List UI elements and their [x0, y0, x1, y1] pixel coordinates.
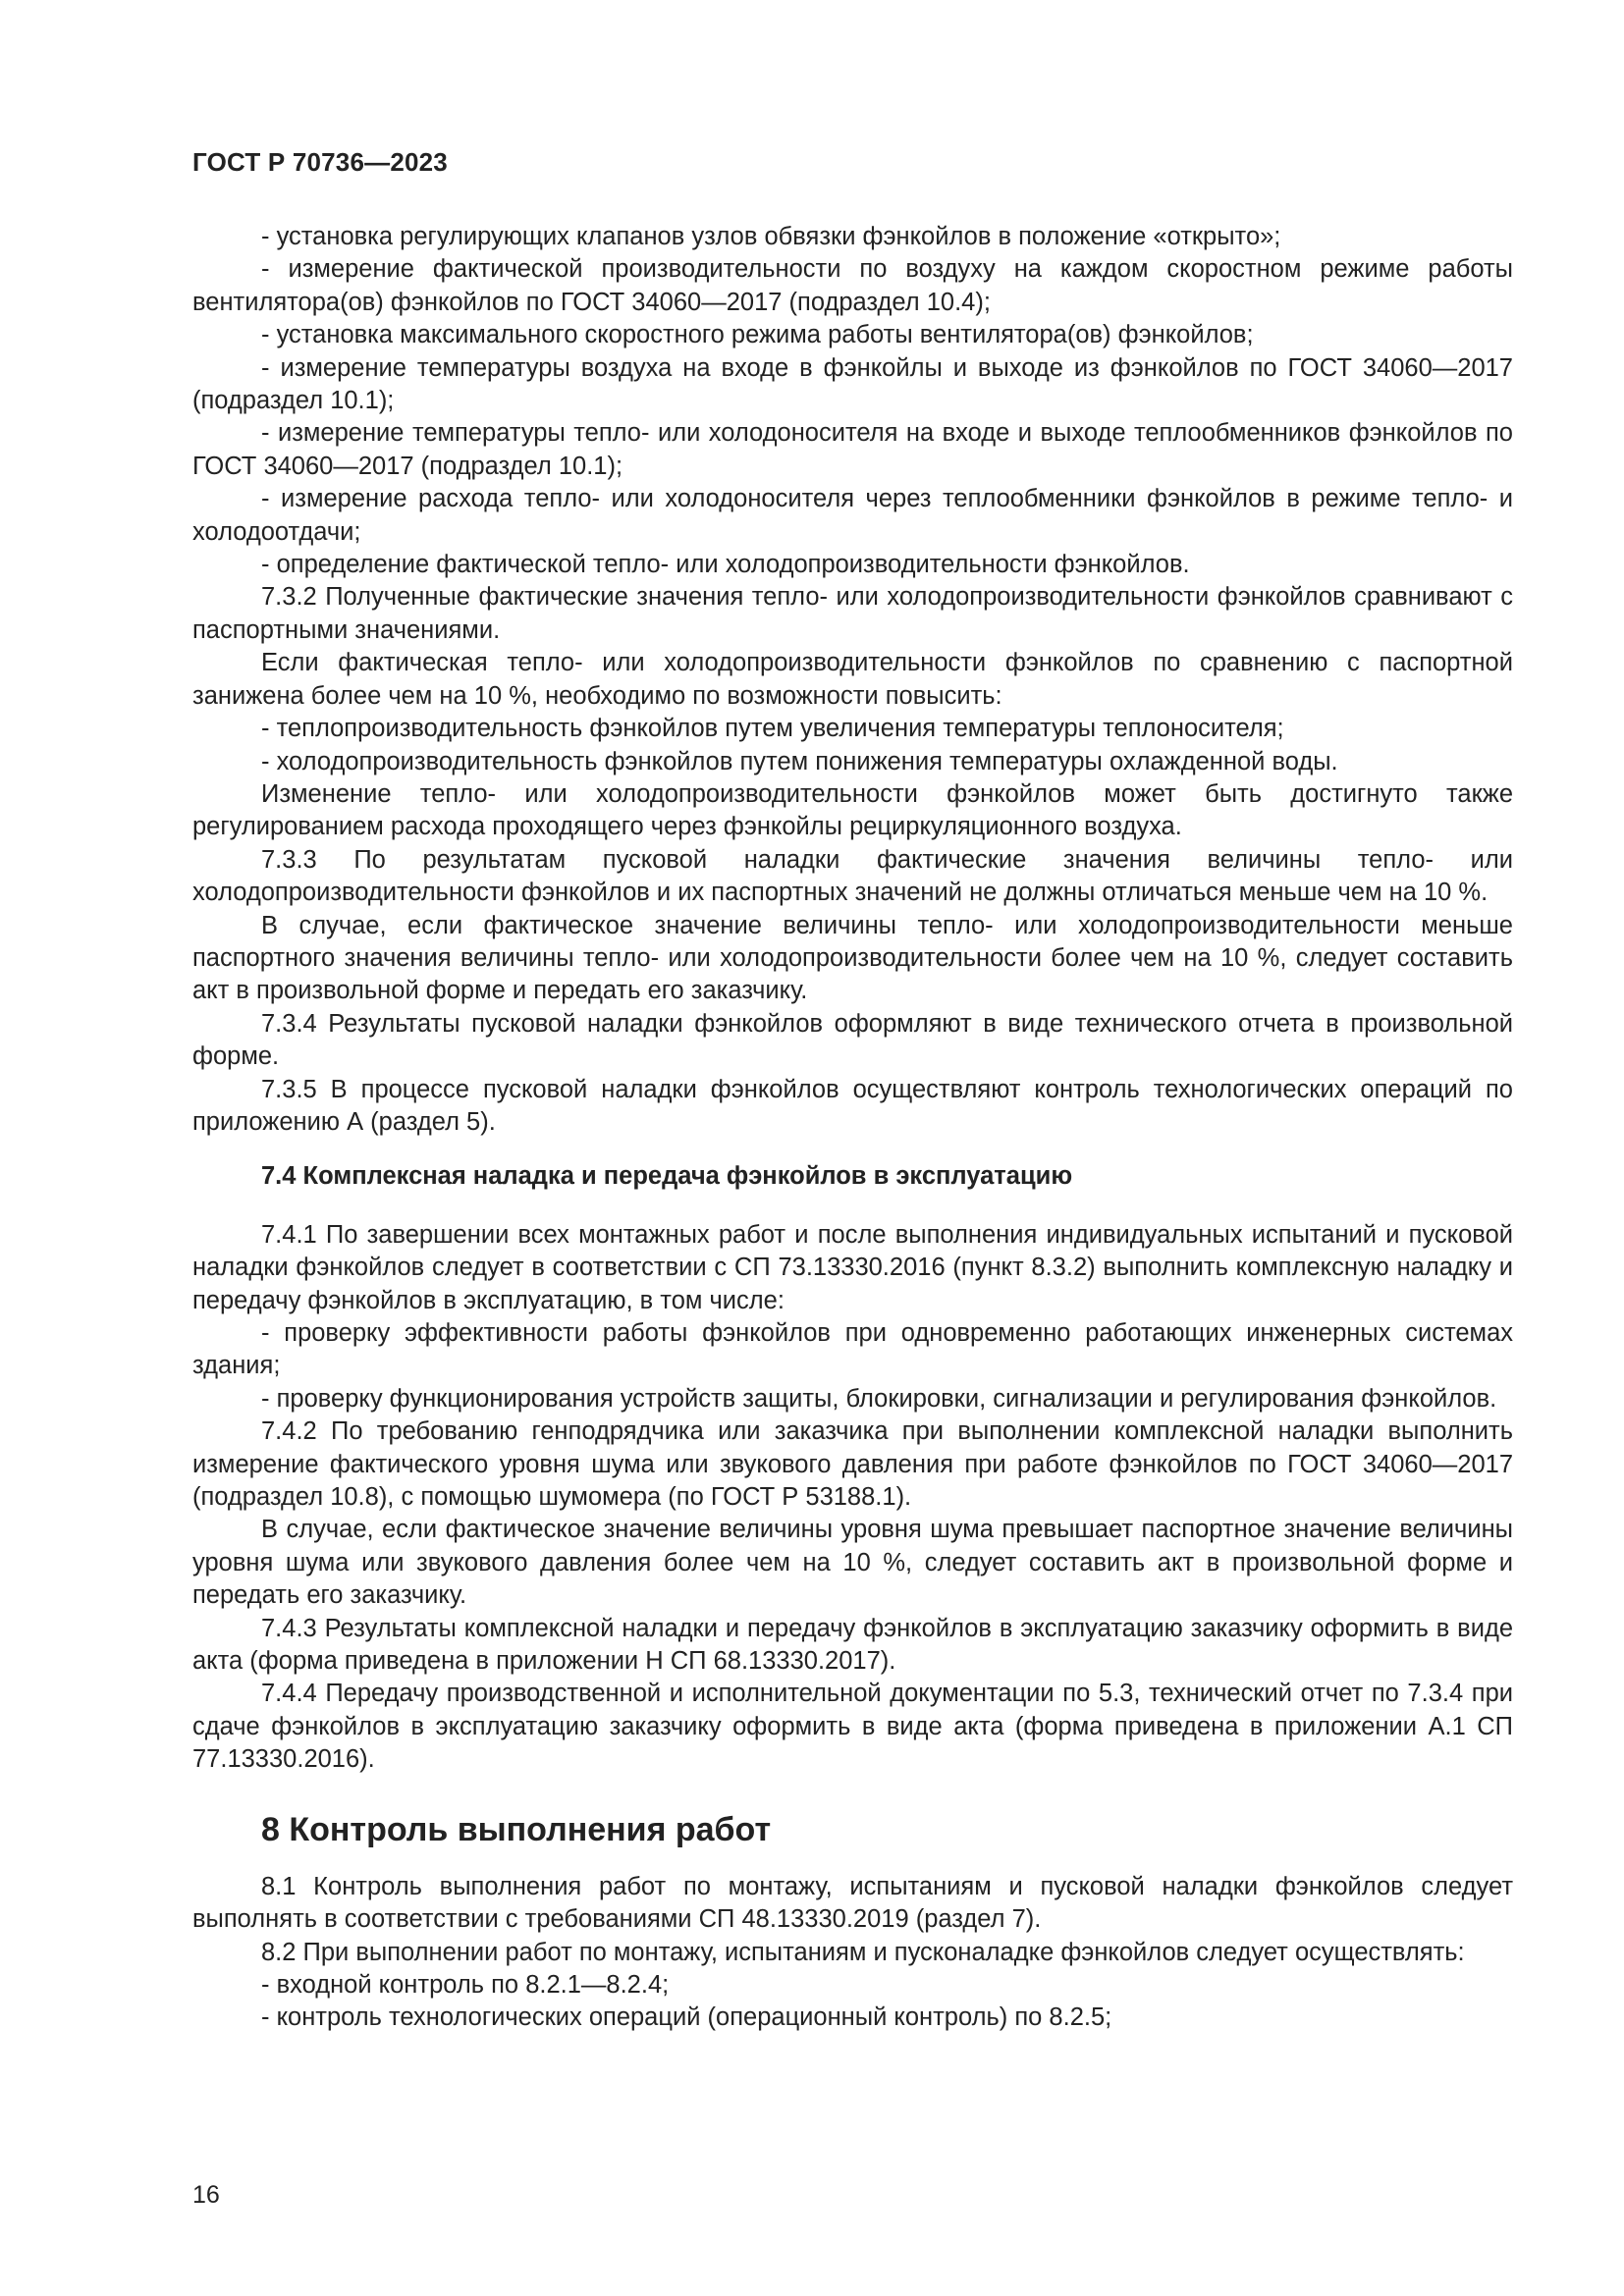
paragraph: 7.3.5 В процессе пусковой наладки фэнкойлов осуществляют контроль технологических операций по приложению А (раздел 5). [192, 1075, 1513, 1136]
paragraph: - проверку эффективности работы фэнкойлов при одновременно работающих инженерных системах здания; [192, 1319, 1513, 1380]
paragraph: - измерение температуры воздуха на входе в фэнкойлы и выходе из фэнкойлов по ГОСТ 34060—2017 (подраздел 10.1); [192, 353, 1513, 415]
paragraph: 8.2 При выполнении работ по монтажу, испытаниям и пусконаладке фэнкойлов следует осуществлять: [261, 1938, 1465, 1966]
paragraph: 7.4.4 Передачу производственной и исполнительной документации по 5.3, технический отчет по 7.3.4 при сдаче фэнкойлов в эксплуатацию заказчику оформить в виде акта (форма приведена в приложении А.1 СП 77.13330.2016). [192, 1680, 1513, 1774]
paragraph: 7.3.2 Полученные фактические значения тепло- или холодопроизводительности фэнкойлов сравнивают с паспортными значениями. [192, 583, 1513, 644]
paragraph: - измерение фактической производительности по воздуху на каждом скоростном режиме работы вентилятора(ов) фэнкойлов по ГОСТ 34060—2017 (подраздел 10.4); [192, 255, 1513, 316]
document-header-code: ГОСТ Р 70736—2023 [192, 147, 448, 177]
section-heading: 8 Контроль выполнения работ [261, 1810, 772, 1848]
paragraph: 7.4.1 По завершении всех монтажных работ и после выполнения индивидуальных испытаний и пусковой наладки фэнкойлов следует в соответствии с СП 73.13330.2016 (пункт 8.3.2) выполнить комплексную наладку и передачу фэнкойлов в эксплуатацию, в том числе: [192, 1220, 1513, 1314]
paragraph: - измерение температуры тепло- или холодоносителя на входе и выходе теплообменников фэнкойлов по ГОСТ 34060—2017 (подраздел 10.1); [192, 419, 1513, 480]
paragraph: - контроль технологических операций (операционный контроль) по 8.2.5; [261, 2003, 1112, 2032]
paragraph: 7.3.3 По результатам пусковой наладки фактические значения величины тепло- или холодопроизводительности фэнкойлов и их паспортных значений не должны отличаться меньше чем на 10 %. [192, 845, 1513, 907]
paragraph: - проверку функционирования устройств защиты, блокировки, сигнализации и регулирования фэнкойлов. [261, 1384, 1497, 1413]
paragraph: - измерение расхода тепло- или холодоносителя через теплообменники фэнкойлов в режиме тепло- и холодоотдачи; [192, 485, 1513, 546]
paragraph: Если фактическая тепло- или холодопроизводительности фэнкойлов по сравнению с паспортной занижена более чем на 10 %, необходимо по возможности повысить: [192, 649, 1513, 710]
paragraph: 7.4.3 Результаты комплексной наладки и передачу фэнкойлов в эксплуатацию заказчику оформить в виде акта (форма приведена в приложении Н СП 68.13330.2017). [192, 1614, 1513, 1676]
paragraph: - входной контроль по 8.2.1—8.2.4; [261, 1970, 670, 1999]
document-body [192, 221, 1513, 2035]
paragraph: Изменение тепло- или холодопроизводительности фэнкойлов может быть достигнуто также регулированием расхода проходящего через фэнкойлы рециркуляционного воздуха. [192, 779, 1513, 841]
paragraph: 8.1 Контроль выполнения работ по монтажу, испытаниям и пусковой наладки фэнкойлов следует выполнять в соответствии с требованиями СП 48.13330.2019 (раздел 7). [192, 1872, 1513, 1934]
paragraph: - установка регулирующих клапанов узлов обвязки фэнкойлов в положение «открыто»; [261, 223, 1281, 250]
page-number: 16 [192, 2181, 220, 2209]
paragraph: В случае, если фактическое значение величины уровня шума превышает паспортное значение величины уровня шума или звукового давления более чем на 10 %, следует составить акт в произвольной форме и передать его заказчику. [192, 1516, 1513, 1610]
paragraph: - установка максимального скоростного режима работы вентилятора(ов) фэнкойлов; [261, 321, 1254, 349]
paragraph: - определение фактической тепло- или холодопроизводительности фэнкойлов. [261, 551, 1190, 579]
paragraph: В случае, если фактическое значение величины тепло- или холодопроизводительности меньше паспортного значения величины тепло- или холодопроизводительности более чем на 10 %, следует составить акт в произвольной форме и передать его заказчику. [192, 911, 1513, 1005]
paragraph: 7.3.4 Результаты пусковой наладки фэнкойлов оформляют в виде технического отчета в произвольной форме. [192, 1009, 1513, 1071]
paragraph: - холодопроизводительность фэнкойлов путем понижения температуры охлажденной воды. [261, 747, 1338, 775]
subsection-heading: 7.4 Комплексная наладка и передача фэнкойлов в эксплуатацию [261, 1162, 1073, 1191]
paragraph: - теплопроизводительность фэнкойлов путем увеличения температуры теплоносителя; [261, 715, 1284, 743]
paragraph: 7.4.2 По требованию генподрядчика или заказчика при выполнении комплексной наладки выполнить измерение фактического уровня шума или звукового давления при работе фэнкойлов по ГОСТ 34060—2017 (подраздел 10.8), с помощью шумомера (по ГОСТ Р 53188.1). [192, 1417, 1513, 1512]
